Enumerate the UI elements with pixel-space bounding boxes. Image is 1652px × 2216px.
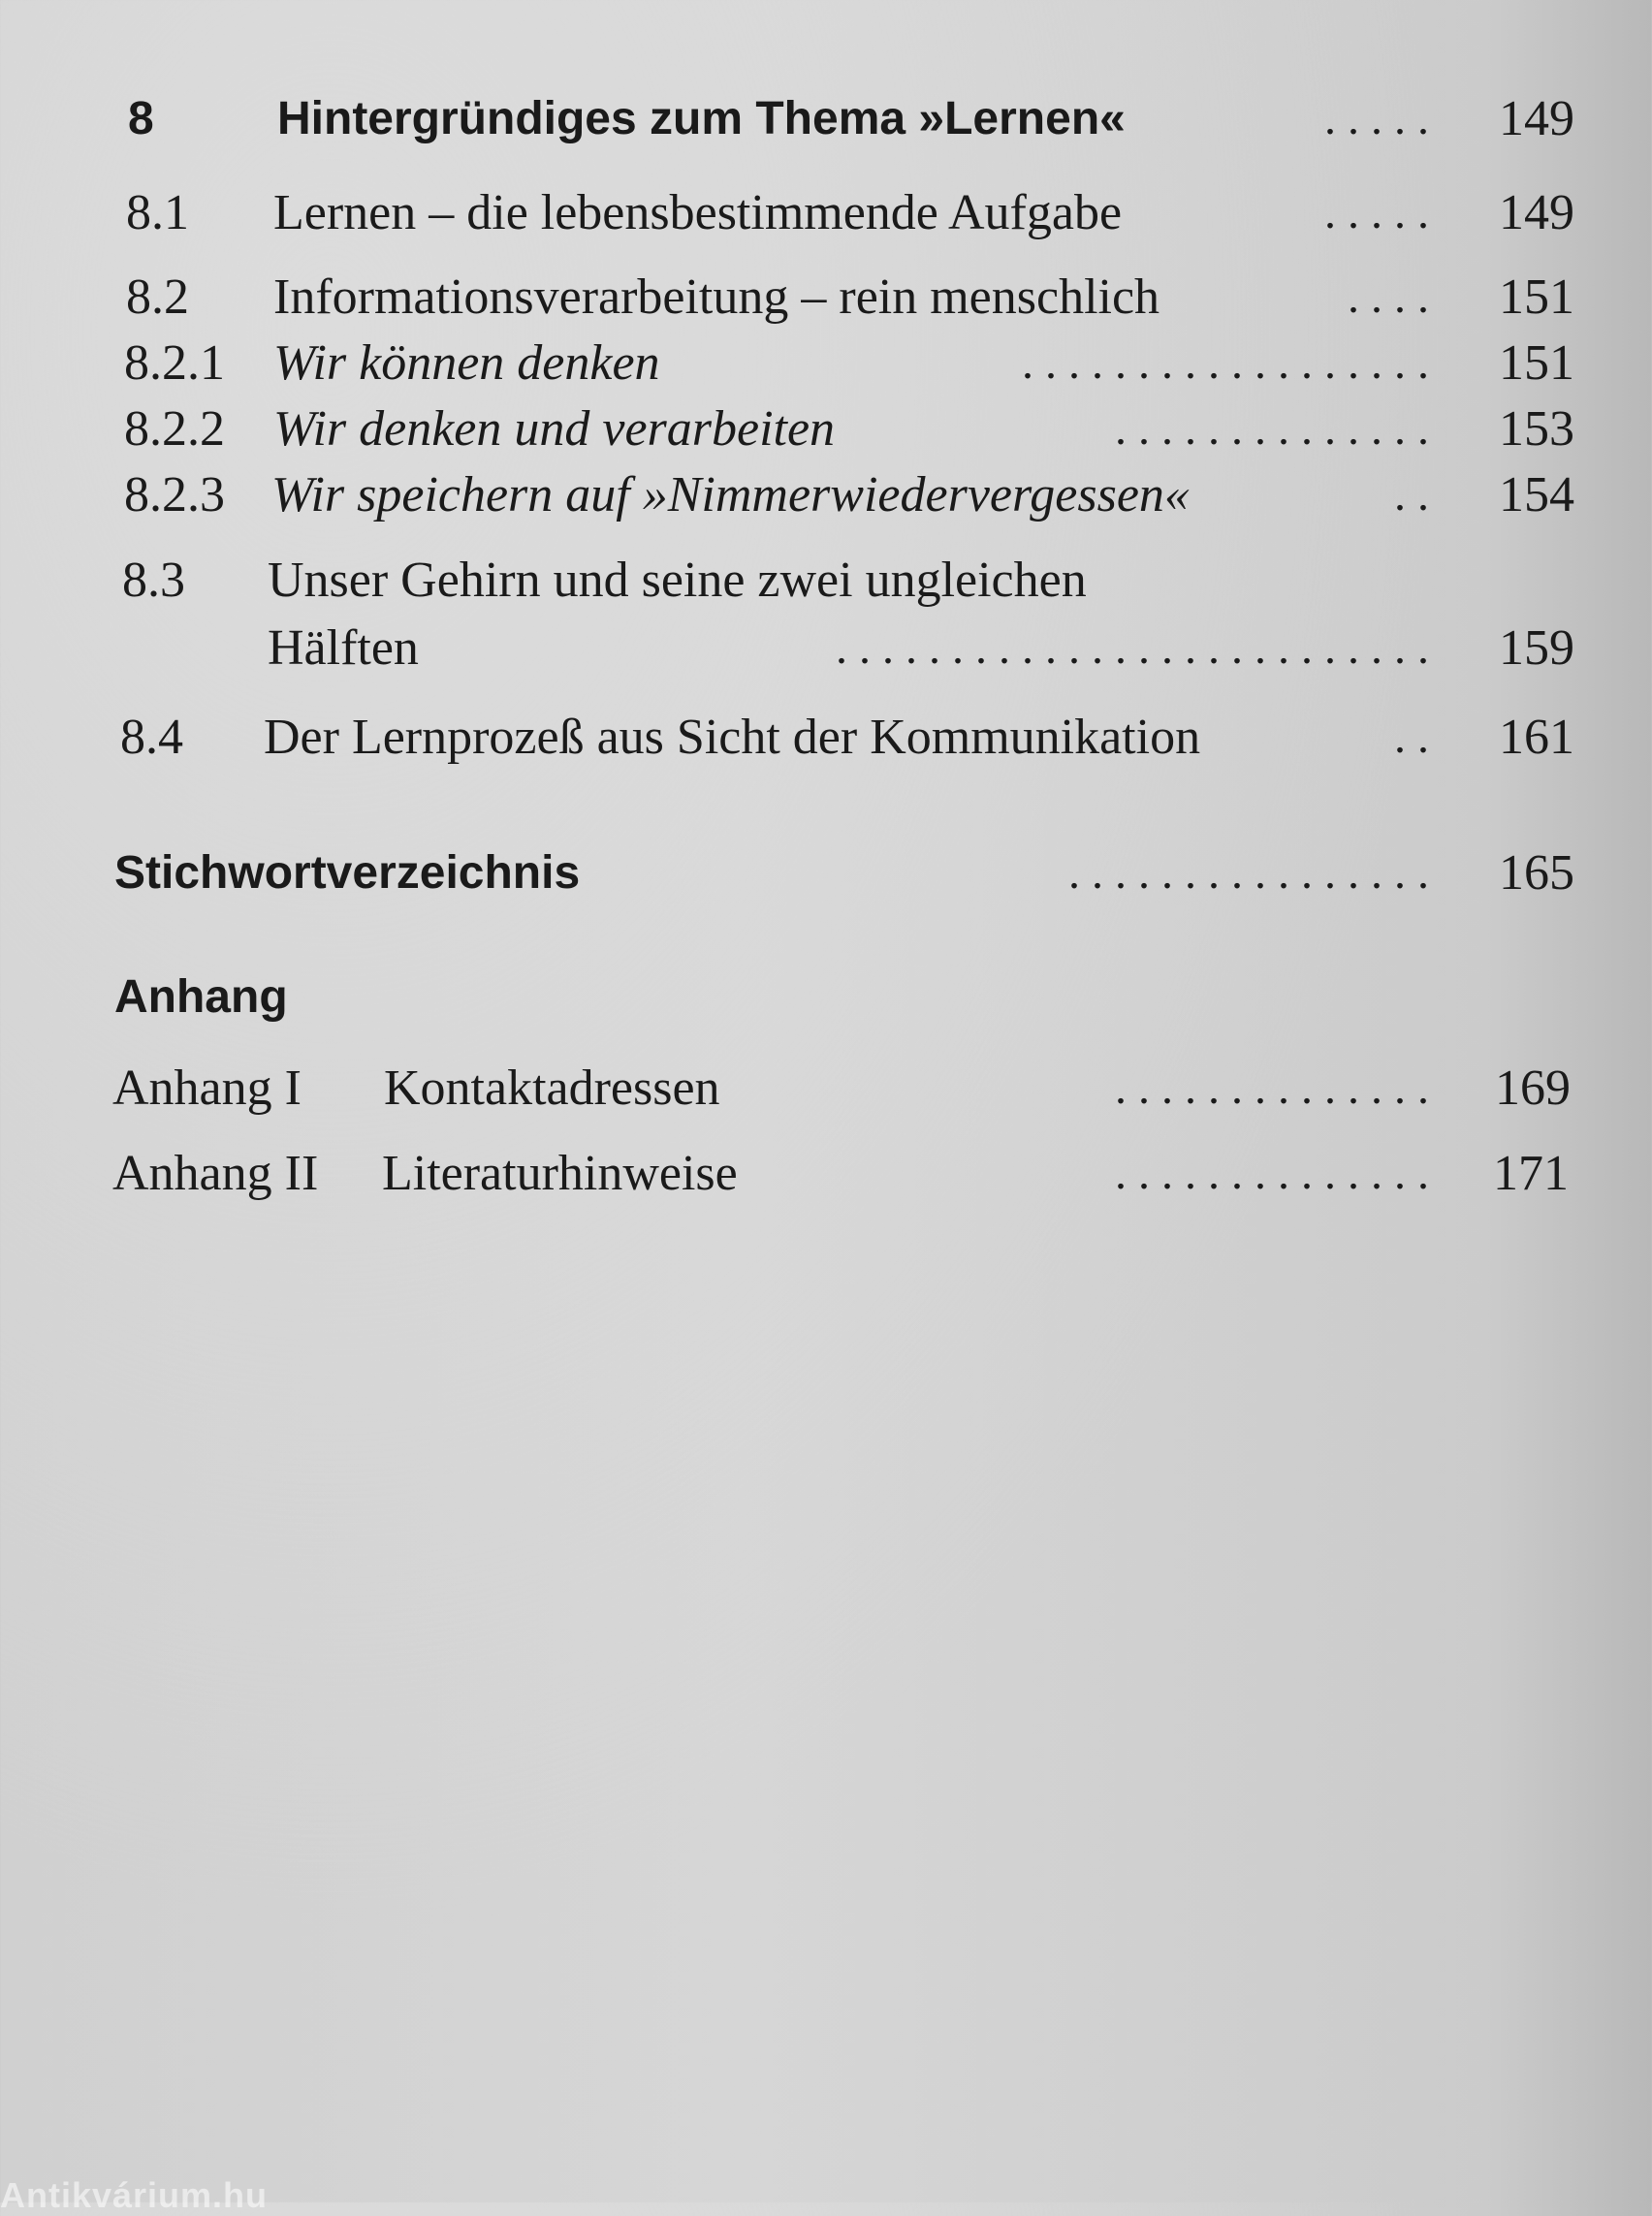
appendix-label: Anhang II	[112, 1146, 319, 1201]
section-number: 8.2.3	[124, 467, 225, 522]
section-title: Der Lernprozeß aus Sicht der Kommunikation	[264, 710, 1201, 765]
page-number: 165	[1499, 845, 1574, 901]
toc-entry-index	[0, 839, 1652, 907]
index-title: Stichwortverzeichnis	[114, 847, 581, 899]
chapter-number: 8	[128, 93, 154, 144]
toc-entry-8-4	[0, 704, 1652, 772]
watermark: Antikvárium.hu	[0, 2175, 269, 2215]
section-title: Unser Gehirn und seine zwei ungleichen	[268, 553, 1087, 608]
chapter-title: Hintergründiges zum Thema »Lernen«	[277, 93, 1126, 144]
leader-dots: ..	[1394, 469, 1441, 521]
appendix-title: Literaturhinweise	[382, 1146, 738, 1201]
leader-dots: ..............	[1115, 403, 1441, 455]
leader-dots: ..	[1394, 712, 1441, 763]
page-number: 149	[1499, 91, 1574, 146]
toc-entry-appendix-1	[0, 1055, 1652, 1123]
page-number: 149	[1499, 185, 1574, 240]
page-number: 159	[1499, 620, 1574, 676]
page-number: 171	[1493, 1146, 1569, 1201]
toc-entry-appendix-2	[0, 1140, 1652, 1208]
page-number: 161	[1499, 710, 1574, 765]
section-number: 8.2.1	[124, 335, 225, 391]
appendix-heading: Anhang	[114, 971, 288, 1023]
toc-entry-8-2-3	[0, 461, 1652, 529]
leader-dots: ..........................	[836, 622, 1441, 674]
leader-dots: ................	[1068, 847, 1441, 899]
section-number: 8.2.2	[124, 401, 225, 457]
page-number: 153	[1499, 401, 1574, 457]
section-number: 8.4	[120, 710, 183, 765]
section-number: 8.1	[126, 185, 189, 240]
section-number: 8.3	[122, 553, 185, 608]
section-title: Wir speichern auf »Nimmerwiedervergessen«	[271, 467, 1190, 522]
leader-dots: ..............	[1115, 1148, 1441, 1199]
leader-dots: ..................	[1022, 337, 1441, 389]
leader-dots: ..............	[1115, 1062, 1441, 1114]
toc-entry-8-3	[0, 547, 1652, 615]
appendix-title: Kontaktadressen	[384, 1061, 720, 1116]
toc-entry-8-1	[0, 179, 1652, 247]
page-number: 151	[1499, 335, 1574, 391]
section-number: 8.2	[126, 269, 189, 325]
leader-dots: .....	[1324, 93, 1441, 144]
page-number: 154	[1499, 467, 1574, 522]
toc-entry-8-3-continued	[0, 615, 1652, 682]
section-title: Wir können denken	[273, 335, 660, 391]
leader-dots: ....	[1348, 271, 1441, 323]
section-title: Wir denken und verarbeiten	[273, 401, 836, 457]
page-number: 151	[1499, 269, 1574, 325]
section-title-continued: Hälften	[268, 620, 419, 676]
page-number: 169	[1495, 1061, 1571, 1116]
toc-entry-8-2-2	[0, 396, 1652, 463]
toc-entry-8-2	[0, 264, 1652, 332]
section-title: Lernen – die lebensbestimmende Aufgabe	[273, 185, 1123, 240]
section-title: Informationsverarbeitung – rein menschlich	[273, 269, 1160, 325]
leader-dots: .....	[1324, 187, 1441, 238]
toc-entry-chapter-8	[0, 85, 1652, 153]
toc-entry-8-2-1	[0, 330, 1652, 397]
appendix-label: Anhang I	[112, 1061, 302, 1116]
